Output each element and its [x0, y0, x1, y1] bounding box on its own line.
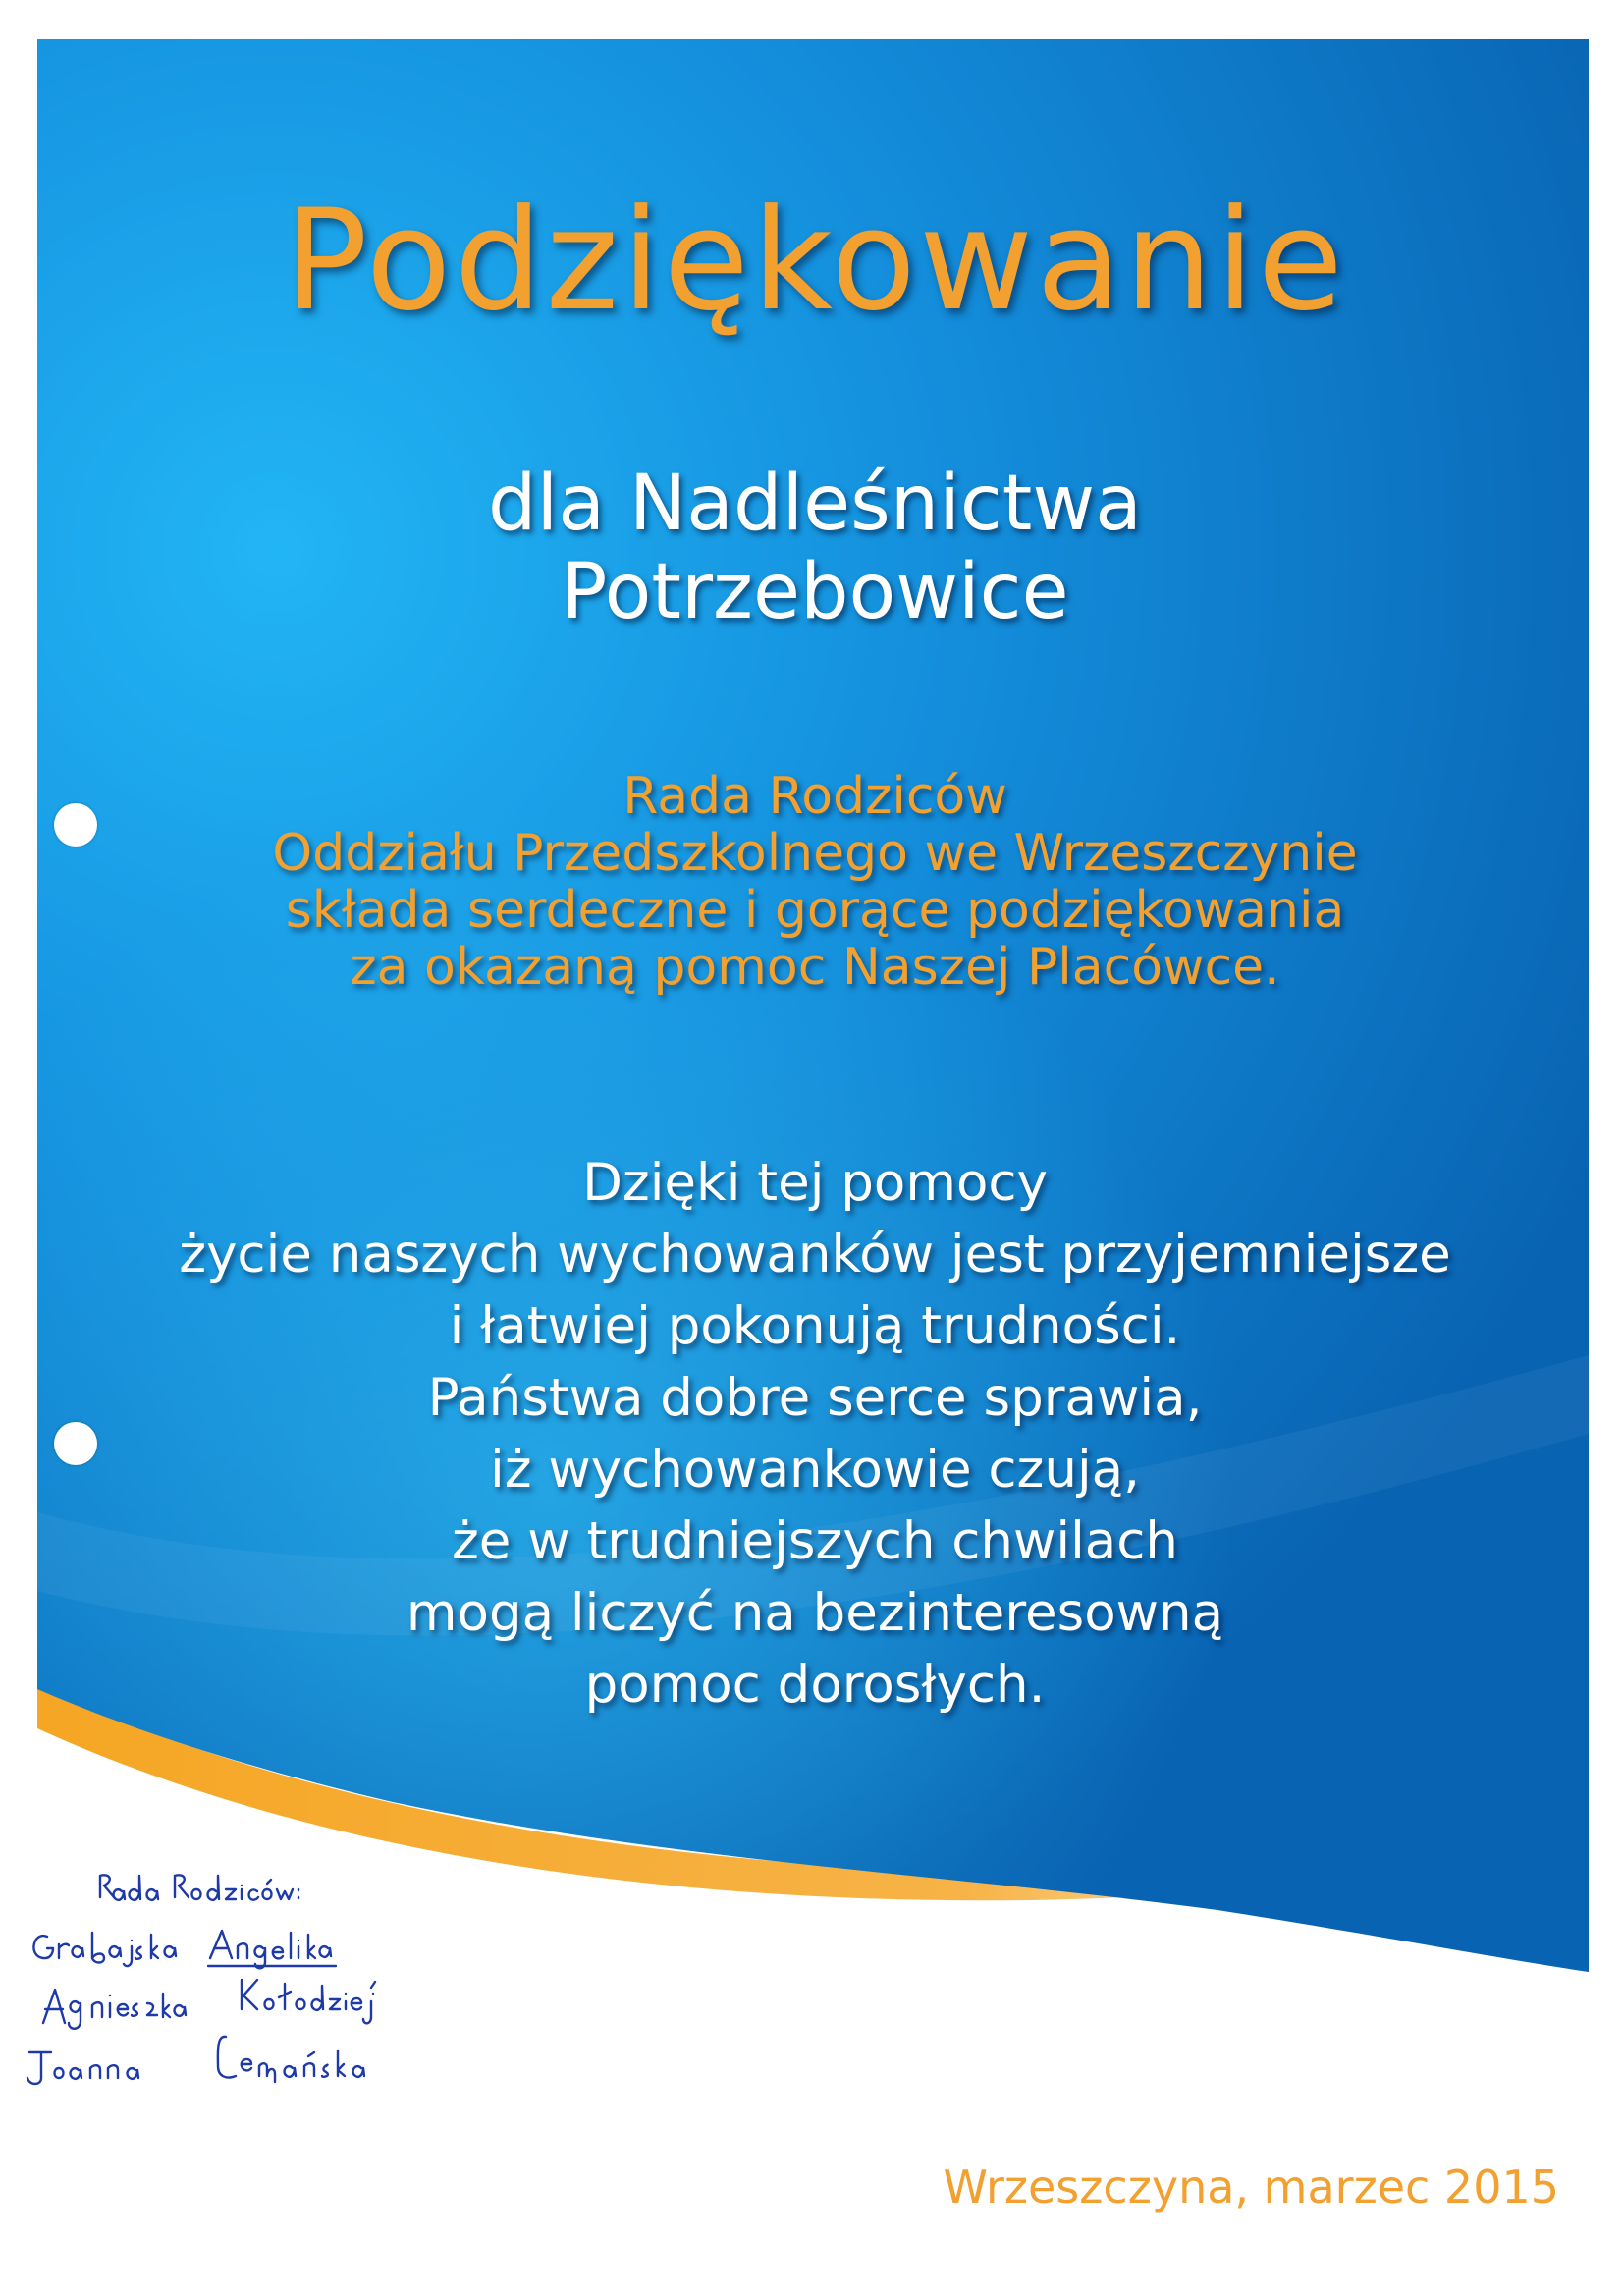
sender-line: Rada Rodziców — [622, 767, 1007, 826]
sender-block — [39, 768, 1591, 996]
message-line: i łatwiej pokonują trudności. — [449, 1296, 1181, 1356]
handwritten-signatures — [0, 1856, 550, 2092]
message-line: pomoc dorosłych. — [584, 1655, 1046, 1715]
place-and-date: Wrzeszczyna, marzec 2015 — [943, 2160, 1559, 2214]
message-line: Państwa dobre serce sprawia, — [427, 1368, 1203, 1428]
message-line: mogą liczyć na bezinteresowną — [406, 1583, 1224, 1643]
message-block — [39, 1147, 1591, 1721]
sender-line: składa serdeczne i gorące podziękowania — [285, 881, 1345, 940]
message-line: iż wychowankowie czują, — [489, 1440, 1141, 1500]
certificate-title: Podziękowanie — [284, 180, 1346, 342]
recipient-block — [39, 460, 1591, 636]
message-line: że w trudniejszych chwilach — [451, 1511, 1179, 1571]
recipient-line: Potrzebowice — [561, 548, 1069, 636]
message-line: życie naszych wychowanków jest przyjemniejsze — [179, 1225, 1451, 1285]
sender-line: Oddziału Przedszkolnego we Wrzeszczynie — [272, 824, 1358, 883]
recipient-line: dla Nadleśnictwa — [488, 460, 1142, 548]
message-line: Dzięki tej pomocy — [582, 1153, 1048, 1213]
sender-line: za okazaną pomoc Naszej Placówce. — [350, 938, 1280, 997]
